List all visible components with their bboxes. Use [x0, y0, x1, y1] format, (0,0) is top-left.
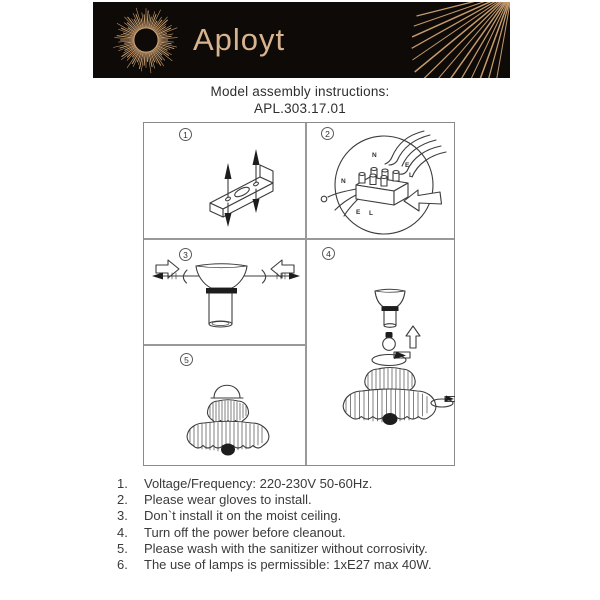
- list-item: [117, 557, 527, 573]
- ceiling-dome: [211, 385, 243, 398]
- item-number: 4.: [117, 524, 128, 540]
- fan-rays-decoration: [412, 2, 510, 78]
- wire-label-e-out: E: [356, 209, 361, 216]
- lamp-socket: [375, 289, 405, 327]
- item-text: Please wear gloves to install.: [144, 492, 312, 508]
- brand-logo-text: Aployt: [193, 22, 286, 57]
- item-number: 1.: [117, 476, 128, 491]
- list-item: [117, 492, 527, 508]
- step-1-mounting-bracket-drawing: [152, 139, 302, 239]
- push-arrow-icon: [404, 190, 442, 211]
- canopy-cup: [196, 264, 247, 327]
- outgoing-wires: [321, 189, 358, 216]
- item-text: Please wash with the sanitizer without corrosivity.: [144, 540, 428, 556]
- shade-top-tier: [207, 400, 248, 423]
- assembly-diagram-box: [143, 122, 455, 466]
- item-text: Turn off the power before cleanout.: [144, 524, 346, 540]
- model-number: APL.303.17.01: [254, 101, 346, 116]
- list-item: [117, 508, 527, 524]
- step-2-wiring-drawing: [308, 127, 454, 239]
- brand-banner: [93, 2, 510, 78]
- item-text: Don`t install it on the moist ceiling.: [144, 508, 342, 524]
- banner-decoration: [93, 2, 510, 78]
- item-text: The use of lamps is permissible: 1xE27 max 40W.: [144, 557, 432, 573]
- list-item: [117, 541, 527, 557]
- item-number: 6.: [117, 557, 128, 573]
- item-number: 3.: [117, 508, 128, 524]
- step-3-badge: 3: [179, 248, 192, 261]
- item-text: Voltage/Frequency: 220-230V 50-60Hz.: [144, 476, 373, 491]
- sunburst-logo-icon: [113, 8, 177, 73]
- step-5-badge: 5: [180, 353, 193, 366]
- step-1-badge: 1: [179, 128, 192, 141]
- sheet-title: Model assembly instructions:: [210, 84, 390, 99]
- wire-label-e-in: E: [405, 162, 410, 169]
- step-3-canopy-drawing: [146, 241, 304, 343]
- item-number: 5.: [117, 540, 128, 556]
- list-item: [117, 525, 527, 541]
- item-number: 2.: [117, 492, 128, 508]
- rotate-arrow-icon: [372, 352, 410, 366]
- wire-label-l-out: L: [369, 210, 373, 217]
- incoming-wires: [385, 131, 446, 177]
- step-4-assembly-drawing: [306, 240, 455, 466]
- shade-finial: [383, 413, 398, 425]
- wire-label-n-in: N: [372, 152, 377, 159]
- shade-finial: [221, 444, 235, 456]
- step-2-badge: 2: [321, 127, 334, 140]
- light-bulb-icon: [383, 332, 396, 350]
- step-4-badge: 4: [322, 247, 335, 260]
- instruction-list: [117, 476, 527, 573]
- wire-label-l-in: L: [409, 172, 413, 179]
- wire-label-n-out: N: [341, 178, 346, 185]
- lift-arrow-icon: [406, 326, 420, 348]
- list-item: [117, 476, 527, 492]
- step-5-assembled-lamp-drawing: [144, 346, 305, 466]
- canopy-ring: [206, 288, 237, 294]
